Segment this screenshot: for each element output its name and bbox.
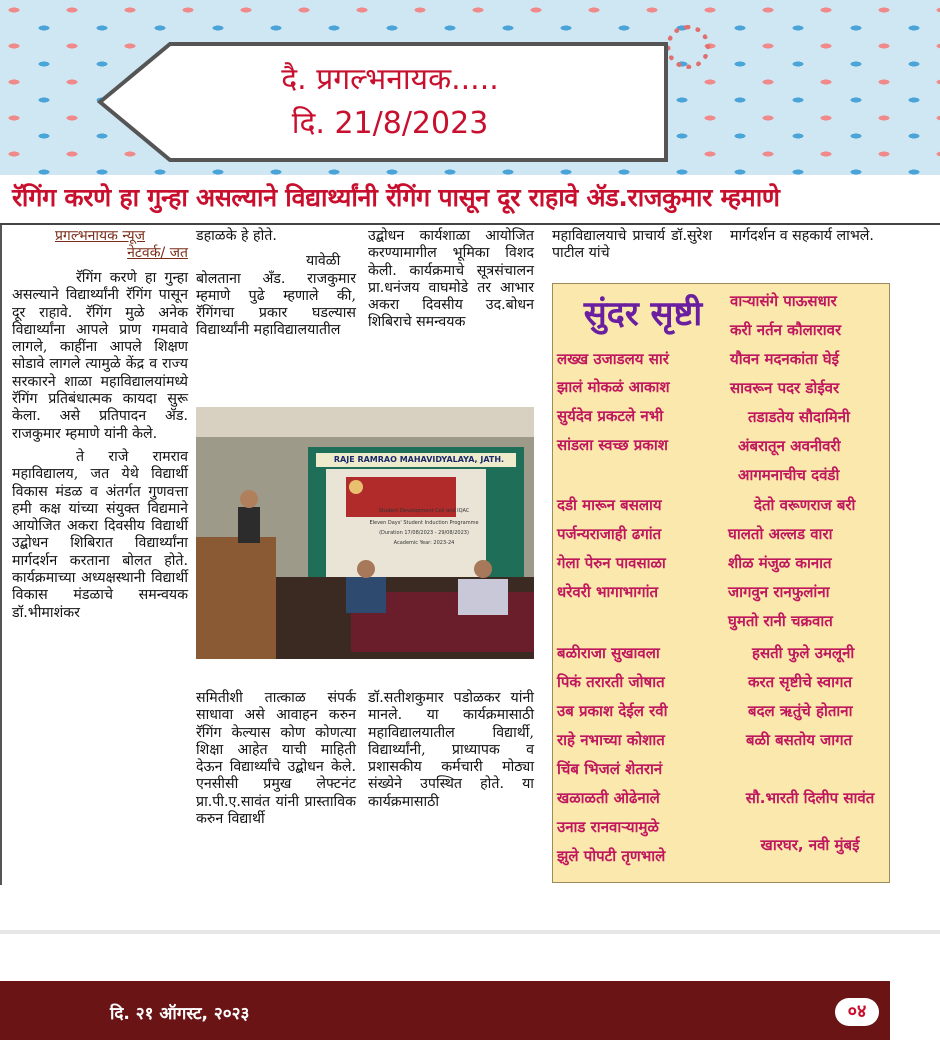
article-column-4-top: महाविद्यालयाचे प्राचार्य डॉ.सुरेश पाटील यांचे <box>552 228 712 262</box>
poem-line: दडी मारून बसलाय <box>557 496 662 514</box>
poem-line: सांडला स्वच्छ प्रकाश <box>557 436 668 454</box>
poem-author-name: सौ.भारती दिलीप सावंत <box>745 789 875 807</box>
poem-line: पिकं तरारती जोषात <box>557 673 665 691</box>
poem-line: घुमतो रानी चक्रवात <box>728 612 833 630</box>
poem-line: जागवुन रानफुलांना <box>728 583 830 601</box>
headline-divider <box>0 223 940 225</box>
paragraph: यावेळी बोलताना अँड. राजकुमार म्हमाणे पुढे म्हणाले की, रॅगिंगचा प्रकार घडल्यास विद्यार्थ्यांनी महाविद्यालयातील <box>196 253 356 339</box>
poem-line: सुर्यदेव प्रकटले नभी <box>557 407 664 425</box>
source-callout <box>70 40 670 165</box>
poem-line: हसती फुले उमलूनी <box>752 644 855 662</box>
poem-line: अंबरातून अवनीवरी <box>738 437 841 455</box>
banner-year: Academic Year: 2023-24 <box>393 540 455 546</box>
left-border <box>0 225 2 885</box>
article-column-3-bottom: डॉ.सतीशकुमार पडोळकर यांनी मानले. या कार्यक्रमासाठी महाविद्यालयातील विद्यार्थी, विद्यार्थ्यांनी, प्राध्यापक व प्रशासकीय कर्मचारी मोठ्या संख्येने उपस्थित होते. या कार्यक्रमासाठी <box>368 690 534 810</box>
banner-subtitle: Student Development Cell and IQAC <box>378 508 470 514</box>
poem-title: सुंदर सृष्टी <box>583 294 703 334</box>
newspaper-name: दै. प्रगल्भनायक..... <box>281 62 499 97</box>
poem-line: बळी बसतोय जागत <box>746 731 853 749</box>
poem-line: यौवन मदनकांता घेई <box>730 350 840 368</box>
page-number: ०४ <box>835 998 879 1026</box>
article-column-1 <box>12 228 188 622</box>
issue-date: दि. 21/8/2023 <box>291 106 489 141</box>
poem-line: धरेवरी भागाभागांत <box>557 583 659 601</box>
poem-line: करत सृष्टीचे स्वागत <box>748 673 853 691</box>
footer-separator <box>0 930 940 934</box>
poem-line: आगमनाचीच दवंडी <box>738 466 840 484</box>
poem-line: बदल ऋतुंचे होताना <box>748 702 853 720</box>
poem-line: तडाडतेय सौदामिनी <box>748 408 850 426</box>
article-column-3-top: उद्बोधन कार्यशाळा आयोजित करण्यामागील भूमिका विशद केली. कार्यक्रमाचे सूत्रसंचालन प्रा.धनंजय वाघमोडे तर आभार अकरा दिवसीय उद.बोधन शिबिराचे समन्वयक <box>368 228 534 331</box>
footer-date: दि. २१ ऑगस्ट, २०२३ <box>110 1004 250 1024</box>
banner-title: RAJE RAMRAO MAHAVIDYALAYA, JATH. <box>333 455 505 464</box>
article-headline: रॅगिंग करणे हा गुन्हा असल्याने विद्यार्थ्यांनी रॅगिंग पासून दूर राहावे ॲड.राजकुमार म्हमाणे <box>12 183 780 212</box>
banner-duration: (Duration 17/08/2023 - 29/08/2023) <box>379 530 469 536</box>
poem-line: वाऱ्यासंगे पाऊसधार <box>730 292 837 310</box>
poem-line: शीळ मंजुळ कानात <box>728 554 832 572</box>
banner-program: Eleven Days' Student Induction Programme <box>369 520 479 526</box>
byline-line-1: प्रगल्भनायक न्यूज <box>54 228 146 244</box>
article-column-5-top: मार्गदर्शन व सहकार्य लाभले. <box>730 228 874 244</box>
poem-line: झुले पोपटी तृणभाले <box>557 847 666 865</box>
poem-author-place: खारघर, नवी मुंबई <box>760 836 860 854</box>
article-column-2-bottom: समितीशी तात्काळ संपर्क साधावा असे आवाहन करुन रॅगिंग केल्यास कोण कोणत्या शिक्षा आहेत याची माहिती देऊन विद्यार्थ्यांचे उद्बोधन केले. एनसीसी प्रमुख लेफ्टनंट प्रा.पी.ए.सावंत यांनी प्रास्ताविक करुन विद्यार्थी <box>196 690 356 828</box>
paragraph: डहाळके हे होते. <box>196 228 277 244</box>
poem-line: बळीराजा सुखावला <box>557 644 660 662</box>
poem-line: लख्ख उजाडलय सारं <box>557 350 669 368</box>
poem-line: उनाड रानवाऱ्यामुळे <box>557 818 659 836</box>
poem-line: झालं मोकळं आकाश <box>557 378 670 396</box>
poem-line: चिंब भिजलं शेतरानं <box>557 760 663 778</box>
callout-arrow-shape <box>70 40 670 165</box>
poem-line: देतो वरूणराज बरी <box>754 496 856 514</box>
decorative-circle-icon <box>666 25 710 69</box>
poem-line: घालतो अल्लड वारा <box>728 525 833 543</box>
poem-line: राहे नभाच्या कोशात <box>557 731 665 749</box>
paragraph: रॅगिंग करणे हा गुन्हा असल्याने विद्यार्थ्यांनी रॅगिंग पासून दूर राहावे. रॅगिंग मुळे अनेक विद्यार्थ्यांना आपले प्राण गमवावे लागले, काहींना आपले शिक्षण सोडावे लागले त्यामुळे केंद्र व राज्य सरकारने शाळा महाविद्यालयांमध्ये रॅगिंग प्रतिबंधात्मक कायदा सुरू केला. असे प्रतिपादन ॲड. राजकुमार म्हमाणे यांनी केले. <box>12 270 188 442</box>
poem-line: खळाळती ओढेनाले <box>557 789 660 807</box>
poem-line: गेला पेरुन पावसाळा <box>557 554 666 572</box>
page-footer <box>0 981 890 1040</box>
event-photo <box>196 407 534 659</box>
byline-line-2: नेटवर्क/ जत <box>127 245 188 261</box>
paragraph: ते राजे रामराव महाविद्यालय, जत येथे विद्यार्थी विकास मंडळ व अंतर्गत गुणवत्ता हमी कक्ष यांच्या संयुक्त विद्यमाने आयोजित अकरा दिवसीय विद्यार्थी उद्बोधन शिबिरात विद्यार्थ्यांना मार्गदर्शन करताना बोलत होते. कार्यक्रमाच्या अध्यक्षस्थानी विद्यार्थी विकास मंडळाचे समन्वयक डॉ.भीमाशंकर <box>12 448 188 621</box>
poem-line: पर्जन्यराजाही ढगांत <box>557 525 662 543</box>
article-column-2-top <box>196 228 356 340</box>
poem-line: करी नर्तन कौलारावर <box>730 321 842 339</box>
poem-line: उब प्रकाश देईल रवी <box>557 702 668 720</box>
poem-line: सावरून पदर डोईवर <box>730 379 840 397</box>
